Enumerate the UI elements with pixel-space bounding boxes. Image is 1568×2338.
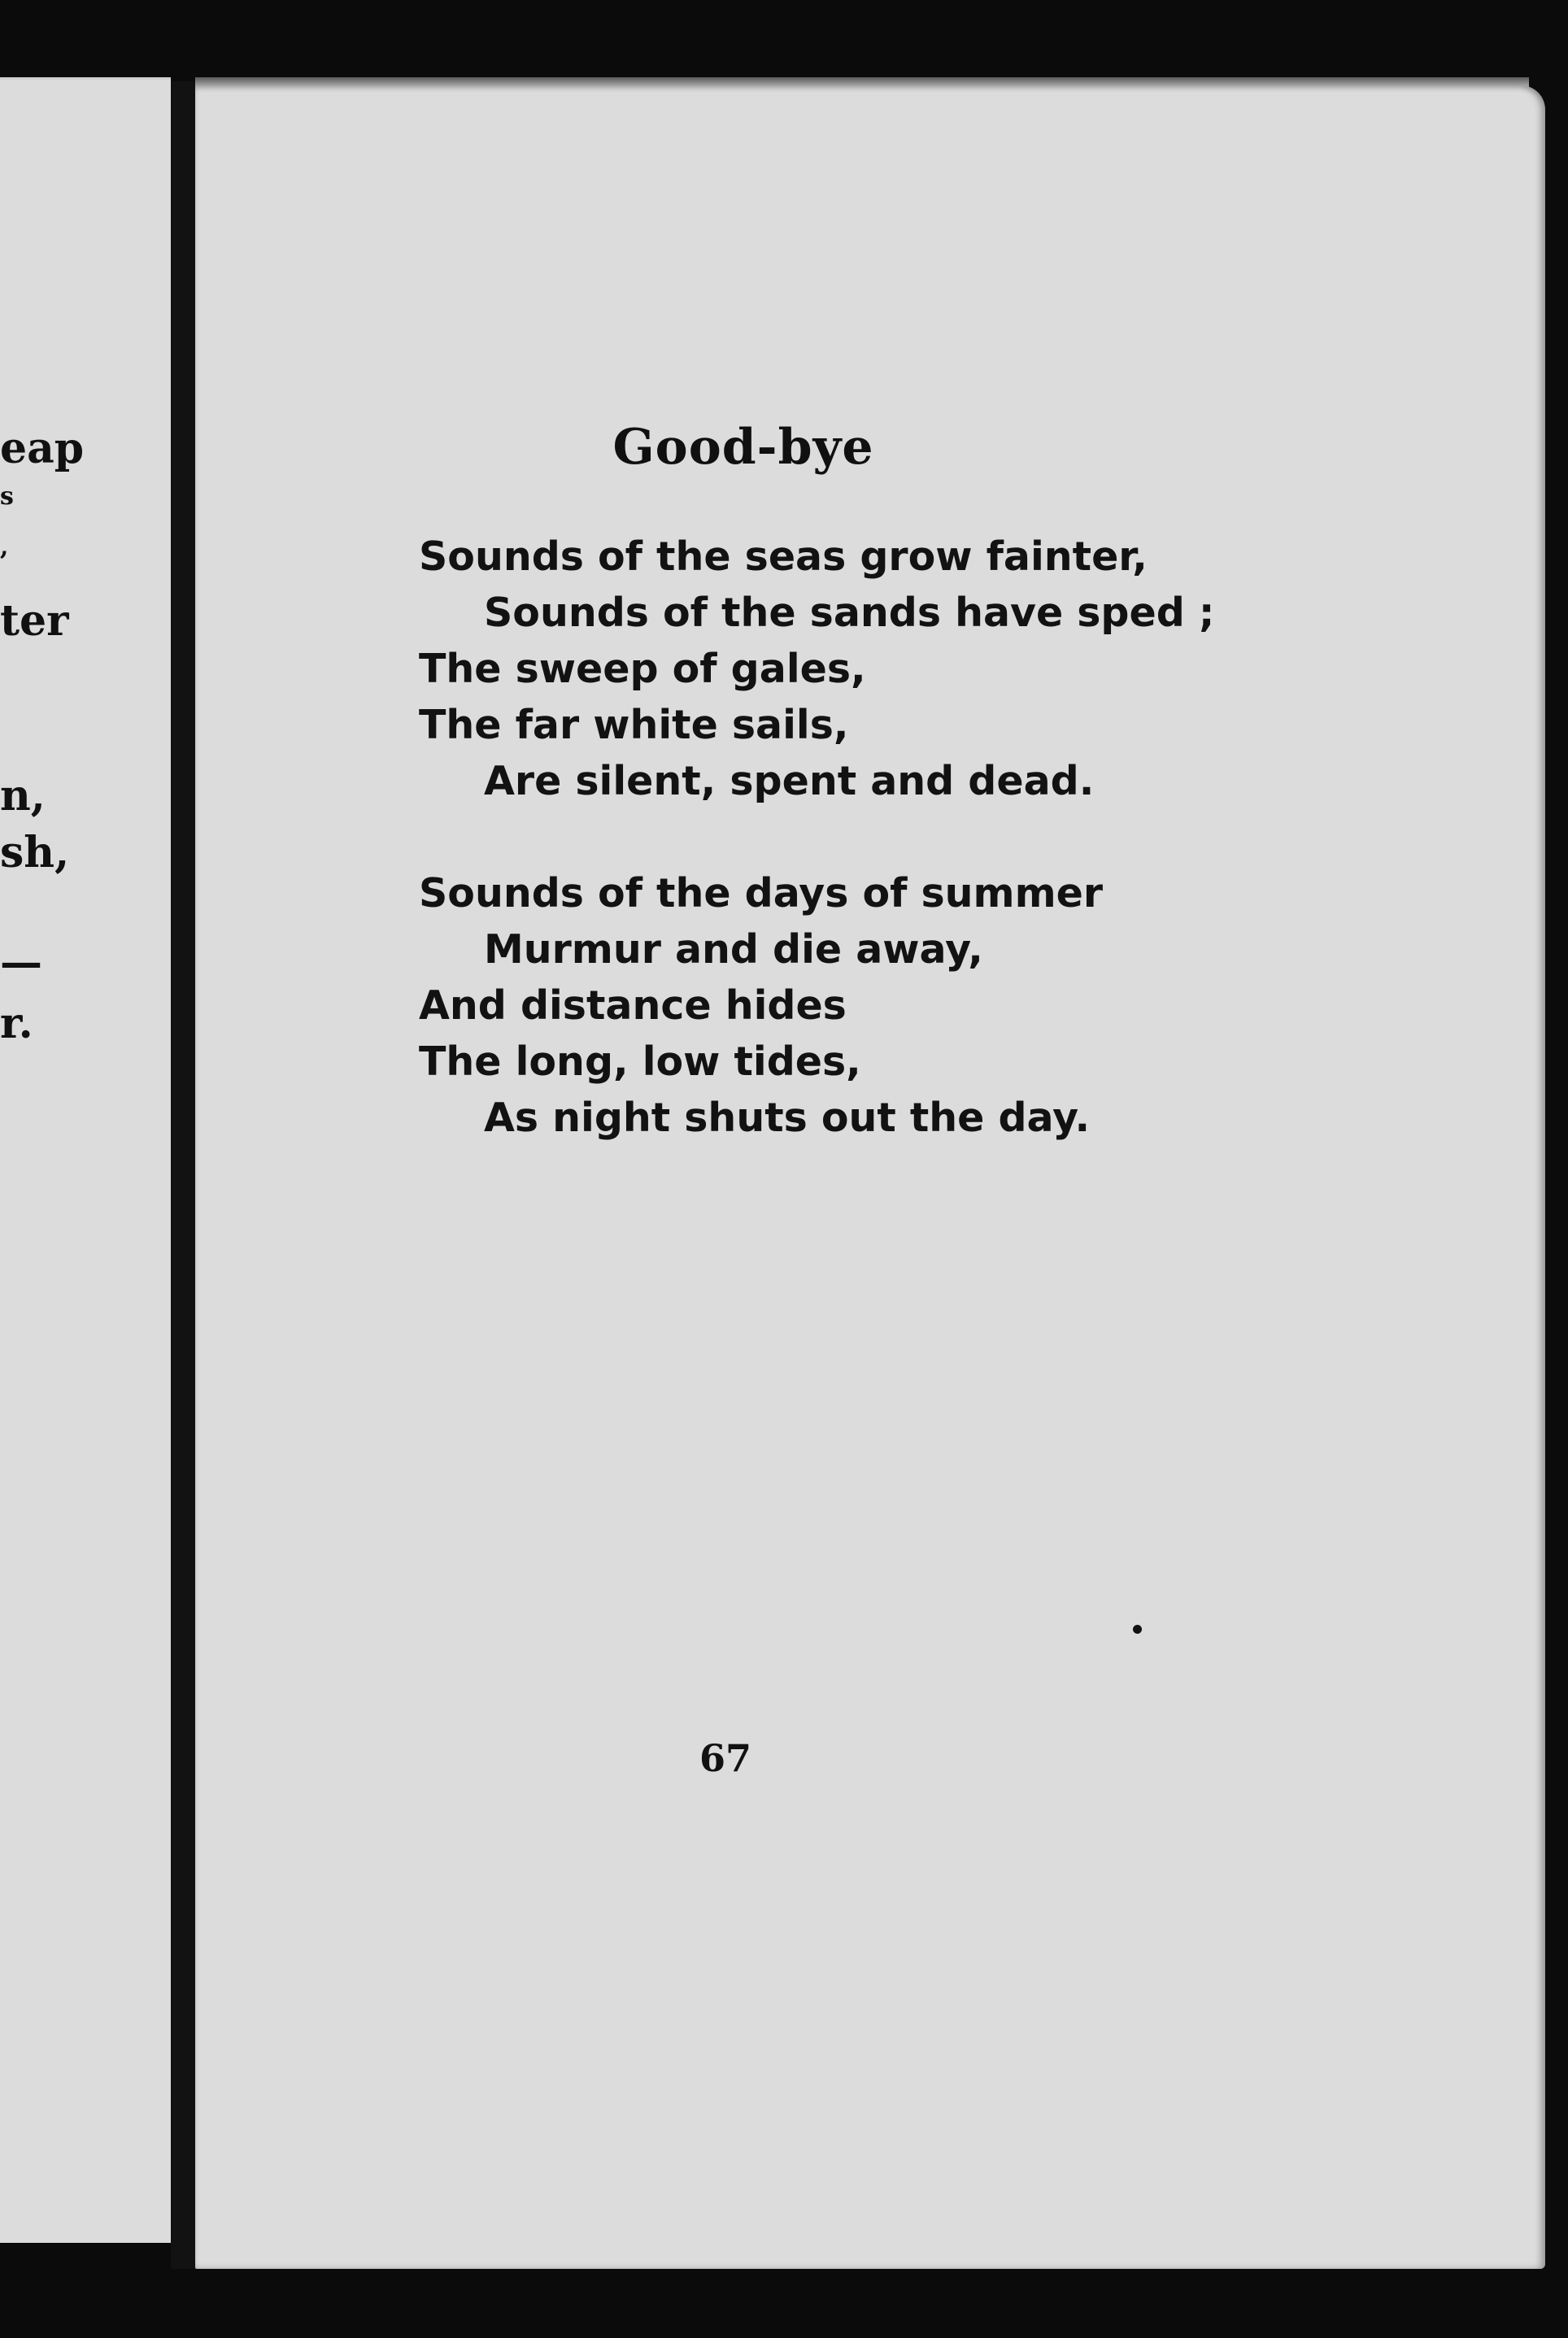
left-page-fragment: — (0, 938, 42, 987)
poem-line: The sweep of gales, (419, 646, 866, 692)
poem-line: The far white sails, (419, 702, 849, 748)
book-gutter (171, 81, 195, 2269)
left-page-fragment: , (0, 533, 9, 561)
left-page-fragment: ter (0, 596, 69, 646)
poem-stanza (419, 529, 1214, 809)
page-number: 67 (699, 1736, 752, 1780)
poem-line: And distance hides (419, 982, 847, 1029)
left-page-fragment: eap (0, 424, 85, 473)
poem-line: As night shuts out the day. (484, 1095, 1091, 1141)
poem-stanza (419, 865, 1214, 1146)
poem-line: Sounds of the sands have sped ; (484, 590, 1215, 636)
left-page-fragment: sh, (0, 828, 70, 877)
left-facing-page (0, 77, 171, 2243)
left-page-fragment: n, (0, 771, 46, 821)
poem-line: Sounds of the seas grow fainter, (419, 533, 1148, 580)
ink-speck (1133, 1625, 1142, 1634)
left-page-fragment: r. (0, 999, 33, 1048)
poem-line: The long, low tides, (419, 1038, 861, 1085)
poem-line: Are silent, spent and dead. (484, 758, 1095, 804)
poem-line: Murmur and die away, (484, 926, 983, 973)
left-page-fragment: s (0, 482, 14, 511)
poem-title: Good-bye (612, 419, 874, 476)
poem-body (419, 529, 1214, 1202)
poem-line: Sounds of the days of summer (419, 870, 1104, 916)
